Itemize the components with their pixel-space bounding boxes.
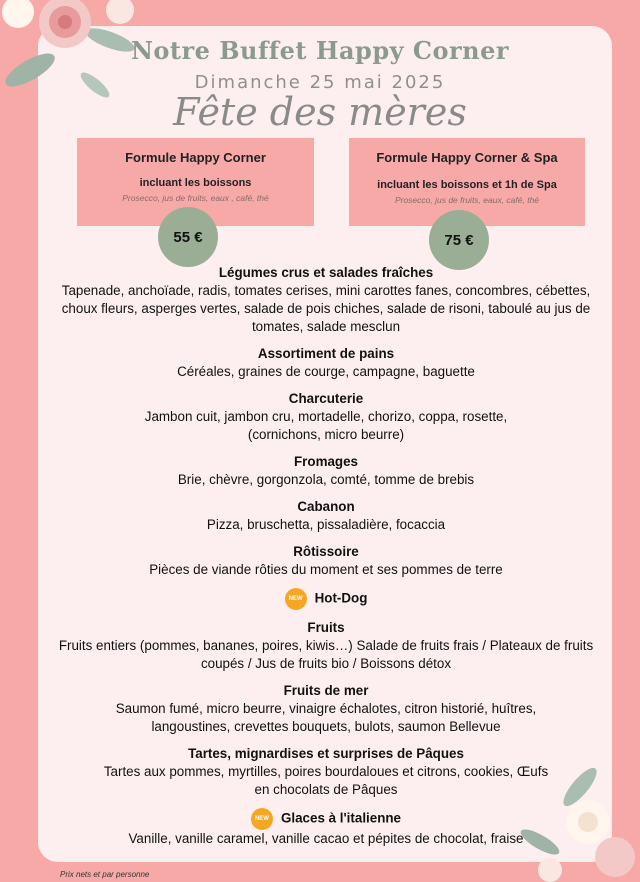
- section-items: Jambon cuit, jambon cru, mortadelle, chorizo, coppa, rosette, (cornichons, micro beurre): [144, 409, 508, 442]
- section-title: Rôtissoire: [293, 544, 359, 559]
- section-title: Charcuterie: [288, 391, 364, 406]
- formula-note: Prosecco, jus de fruits, eaux , café, thé: [122, 193, 269, 203]
- section-title: Fruits: [307, 620, 345, 635]
- section-title-with-badge: [56, 808, 596, 830]
- price-badge: 75 €: [429, 210, 489, 270]
- section-items: Tartes aux pommes, myrtilles, poires bourdaloues et citrons, cookies, Œufs en chocolats de Pâques: [103, 764, 549, 797]
- section-title: Tartes, mignardises et surprises de Pâques: [188, 746, 464, 761]
- section-title-with-badge: [56, 588, 596, 610]
- menu-section: [56, 498, 596, 534]
- formula-name: Formule Happy Corner: [125, 150, 266, 165]
- menu-section: [56, 264, 596, 336]
- section-title: Légumes crus et salades fraîches: [218, 265, 434, 280]
- menu-list: [56, 264, 596, 857]
- section-title: Glaces à l'italienne: [280, 810, 402, 826]
- menu-section: [56, 808, 596, 848]
- section-items: Fruits entiers (pommes, bananes, poires, kiwis…) Salade de fruits frais / Plateaux de fruits coupés / Jus de fruits bio / Boissons détox: [58, 638, 594, 671]
- price-footnote: Prix nets et par personne: [60, 870, 150, 879]
- menu-section: [56, 390, 596, 444]
- price-badge: 55 €: [158, 207, 218, 267]
- section-items: Brie, chèvre, gorgonzola, comté, tomme de brebis: [177, 472, 475, 487]
- section-items: Céréales, graines de courge, campagne, baguette: [177, 364, 475, 379]
- menu-section: [56, 345, 596, 381]
- section-items: Pizza, bruschetta, pissaladière, focaccia: [206, 517, 446, 532]
- occasion-title: Fête des mères: [173, 90, 467, 134]
- section-items: Saumon fumé, micro beurre, vinaigre échalotes, citron historié, huîtres, langoustines, crevettes bouquets, bulots, saumon Bellevue: [115, 701, 537, 734]
- section-title: Fromages: [294, 454, 358, 469]
- section-title: Assortiment de pains: [257, 346, 395, 361]
- menu-section: [56, 682, 596, 736]
- menu-section: [56, 543, 596, 579]
- section-title: Cabanon: [297, 499, 355, 514]
- formula-subtitle: incluant les boissons: [139, 177, 252, 189]
- new-badge: NEW: [285, 588, 307, 610]
- event-date: Dimanche 25 mai 2025: [194, 72, 446, 93]
- formula-note: Prosecco, jus de fruits, eaux, café, thé: [394, 195, 540, 205]
- menu-section: [56, 453, 596, 489]
- section-title: Hot-Dog: [314, 590, 368, 606]
- section-items: Tapenade, anchoïade, radis, tomates cerises, mini carottes fanes, concombres, cébettes, choux fleurs, asperges vertes, salade de pois chiches, salade de risoni, taboulé au jus de tomates, salade mesclun: [61, 283, 591, 334]
- new-badge: NEW: [251, 808, 273, 830]
- menu-section: [56, 619, 596, 673]
- menu-section: [56, 588, 596, 610]
- page-title: Notre Buffet Happy Corner: [130, 36, 510, 65]
- formula-name: Formule Happy Corner & Spa: [376, 150, 558, 165]
- formula-subtitle: incluant les boissons et 1h de Spa: [377, 179, 557, 191]
- menu-section: [56, 745, 596, 799]
- section-title: Fruits de mer: [283, 683, 369, 698]
- section-items: Pièces de viande rôties du moment et ses pommes de terre: [149, 562, 503, 577]
- section-items: Vanille, vanille caramel, vanille cacao et pépites de chocolat, fraise: [128, 831, 524, 846]
